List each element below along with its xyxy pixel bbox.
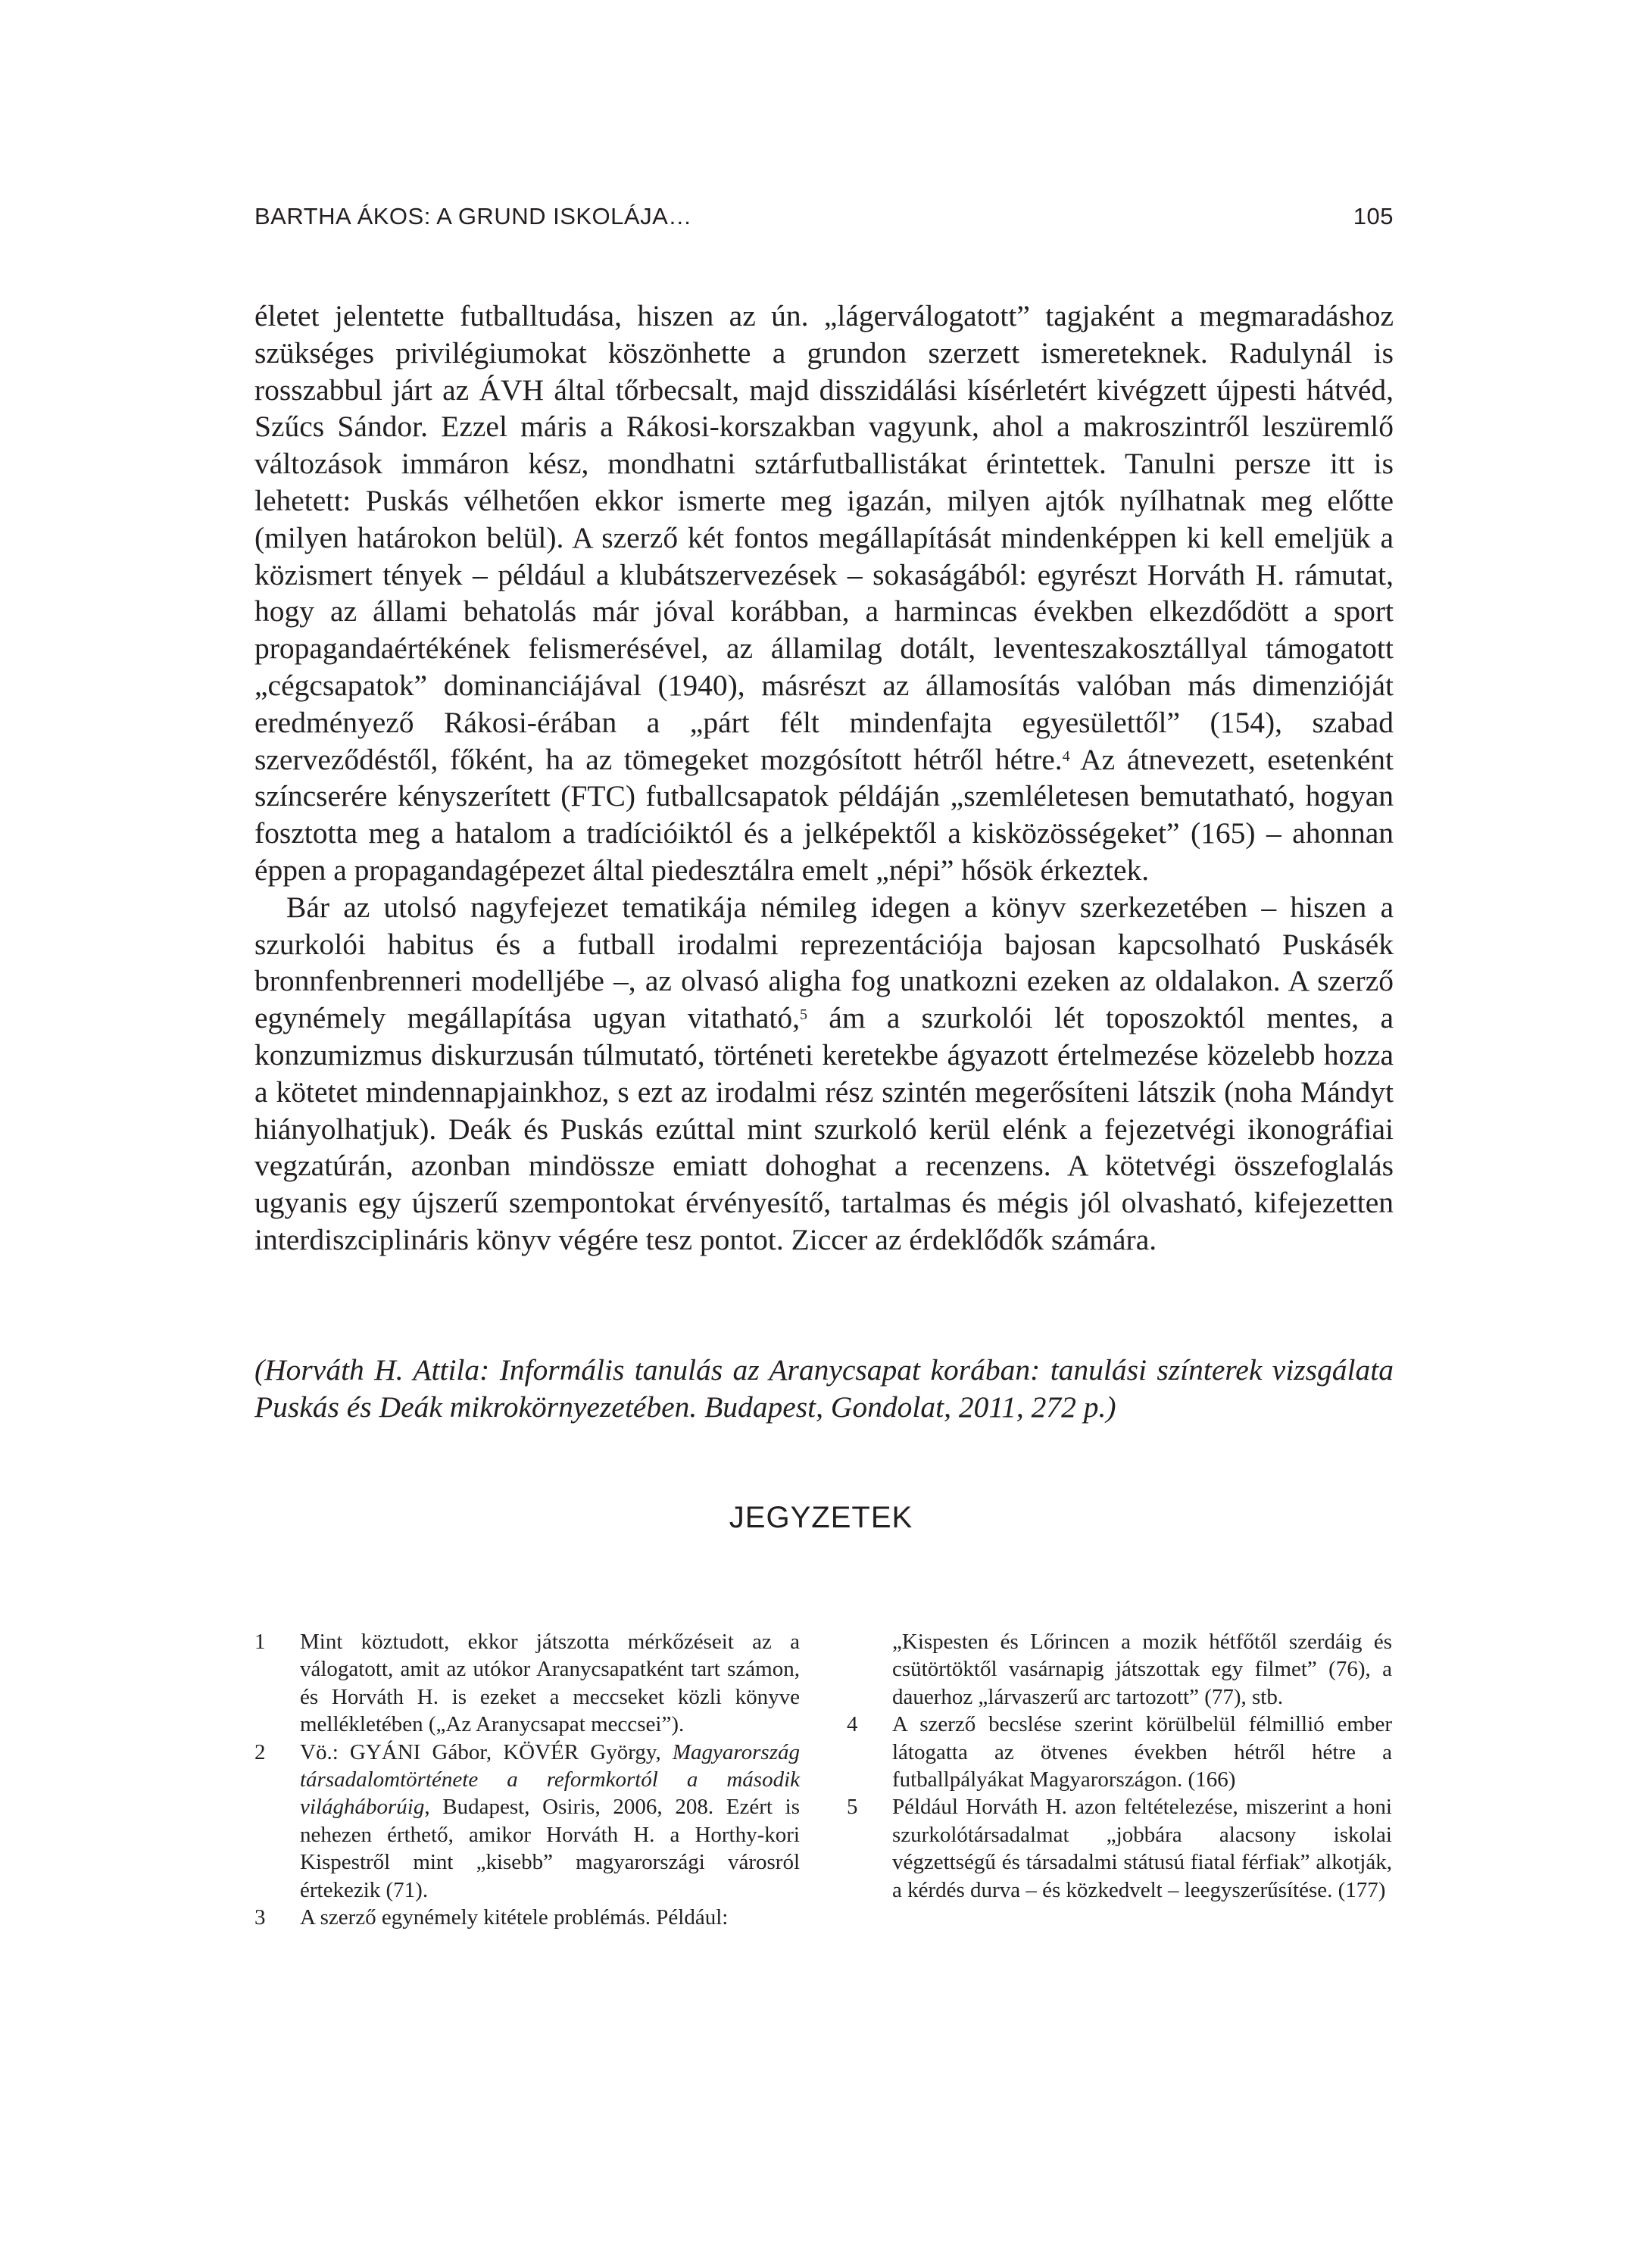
footnote-text: Mint köztudott, ekkor játszotta mérkőzéseit az a válogatott, amit az utókor Aranycsapatként tart számon, és Horváth H. is ezeket a meccseket közli könyve mellékletében („Az Aranycsapat meccsei”). — [300, 1630, 800, 1737]
book-reference: (Horváth H. Attila: Informális tanulás az Aranycsapat korában: tanulási színterek vizsgálata Puskás és Deák mikrokörnyezetében. Budapest, Gondolat, 2011, 272 p.) — [254, 1353, 1394, 1424]
running-title: BARTHA ÁKOS: A GRUND ISKOLÁJA… — [254, 203, 692, 229]
review-body — [254, 298, 1394, 1259]
footnote-text: „Kispesten és Lőrincen a mozik hétfőtől szerdáig és csütörtöktől vasárnapig játszottak egy filmet” (76), a dauerhoz „lárvaszerű arc tartozott” (77), stb. — [892, 1630, 1392, 1709]
footnote-text: A szerző becslése szerint körülbelül félmillió ember látogatta az ötvenes években hétről hétre a futballpályákat Magyarországon. (166) — [892, 1712, 1392, 1792]
paragraph-text: életet jelentette futballtudása, hiszen az ún. „lágerválogatott” tagjaként a megmaradáshoz szükséges privilégiumokat köszönhette a grundon szerzett ismereteknek. Radulynál is rosszabbul járt az ÁVH által tőrbecsalt, majd disszidálási kísérletért kivégzett újpesti hátvéd, Szűcs Sándor. Ezzel máris a Rákosi-korszakban vagyunk, ahol a makroszintről leszüremlő változások immáron kész, mondhatni sztárfutballistákat érintettek. Tanulni persze itt is lehetett: Puskás vélhetően ekkor ismerte meg igazán, milyen ajtók nyílhatnak meg előtte (milyen határokon belül). A szerző két fontos megállapítását mindenképpen ki kell emeljük a közismert tények – például a klubátszervezések – sokaságából: egyrészt Horváth H. rámutat, hogy az állami behatolás már jóval korábban, a harmincas években elkezdődött a sport propagandaértékének felismerésével, az államilag dotált, leventeszakosztállyal támogatott „cégcsapatok” dominanciájával (1940), másrészt az államosítás valóban más dimenzióját eredményező Rákosi-érában a „párt félt mindenfajta egyesülettől” (154), szabad szerveződéstől, főként, ha az tömegeket mozgósított hétről hétre. — [254, 299, 1394, 776]
footnote-number: 2 — [254, 1739, 266, 1764]
footnote-number: 4 — [847, 1712, 858, 1737]
paragraph-text: Bár az utolsó nagyfejezet tematikája némileg idegen a könyv szerkezetében – hiszen a szurkolói habitus és a futball irodalmi reprezentációja bajosan kapcsolható Puskásék bronnfenbrenneri modelljébe –, az olvasó aligha fog unatkozni ezeken az oldalakon. A szerző egynémely megállapítása ugyan vitatható, — [254, 890, 1394, 1035]
footnote-text: Például Horváth H. azon feltételezése, miszerint a honi szurkolótársadalmat „jobbára alacsony iskolai végzettségű és társadalmi státusú fiatal férfiak” alkotják, a kérdés durva – és közkedvelt – leegyszerűsítése. (177) — [892, 1795, 1392, 1902]
footnote-2 — [254, 1739, 800, 1904]
notes-heading: JEGYZETEK — [729, 1501, 913, 1534]
footnote-ref-5: 5 — [799, 1006, 807, 1024]
body-paragraph — [254, 889, 1394, 1259]
page-number: 105 — [1353, 203, 1394, 229]
footnote-book-title: Magyarország társadalomtörténete a reformkortól a második világháborúig — [300, 1739, 800, 1820]
footnote-4 — [847, 1711, 1392, 1793]
footnote-number: 5 — [847, 1795, 858, 1820]
paragraph-text: Az átnevezett, esetenként színcserére kényszerített (FTC) futballcsapatok példáján „szemléletesen bemutatható, hogyan fosztotta meg a hatalom a tradícióiktól és a jelképektől a kisközösségeket” (165) – ahonnan éppen a propagandagépezet által piedesztálra emelt „népi” hősök érkeztek. — [254, 742, 1394, 887]
footnote-text: A szerző egynémely kitétele problémás. Például: — [300, 1905, 729, 1930]
footnote-3 — [254, 1904, 800, 1931]
footnote-number: 1 — [254, 1630, 266, 1654]
footnote-ref-4: 4 — [1062, 747, 1070, 765]
notes-column-left — [254, 1628, 800, 1931]
body-paragraph — [254, 298, 1394, 889]
footnote-3-continuation — [847, 1628, 1392, 1711]
footnote-text: Vö.: GYÁNI Gábor, KÖVÉR György, — [300, 1739, 673, 1764]
footnote-1 — [254, 1628, 800, 1739]
footnote-number: 3 — [254, 1905, 266, 1930]
footnote-5 — [847, 1793, 1392, 1904]
notes-column-right — [847, 1628, 1392, 1904]
footnote-text: , Budapest, Osiris, 2006, 208. Ezért is nehezen érthető, amikor Horváth H. a Horthy-kori Kispestről mint „kisebb” magyarországi városról értekezik (71). — [300, 1795, 800, 1902]
paragraph-text: ám a szurkolói lét toposzoktól mentes, a konzumizmus diskurzusán túlmutató, történeti keretekbe ágyazott értelmezése közelebb hozza a kötetet mindennapjainkhoz, s ezt az irodalmi rész szintén megerősíteni látszik (noha Mándyt hiányolhatjuk). Deák és Puskás ezúttal mint szurkoló kerül elénk a fejezetvégi ikonográfiai vegzatúrán, azonban mindössze emiatt dohoghat a recenzens. A kötetvégi összefoglalás ugyanis egy újszerű szempontokat érvényesítő, tartalmas és mégis jól olvasható, kifejezetten interdiszciplináris könyv végére tesz pontot. Ziccer az érdeklődők számára. — [254, 1001, 1394, 1256]
